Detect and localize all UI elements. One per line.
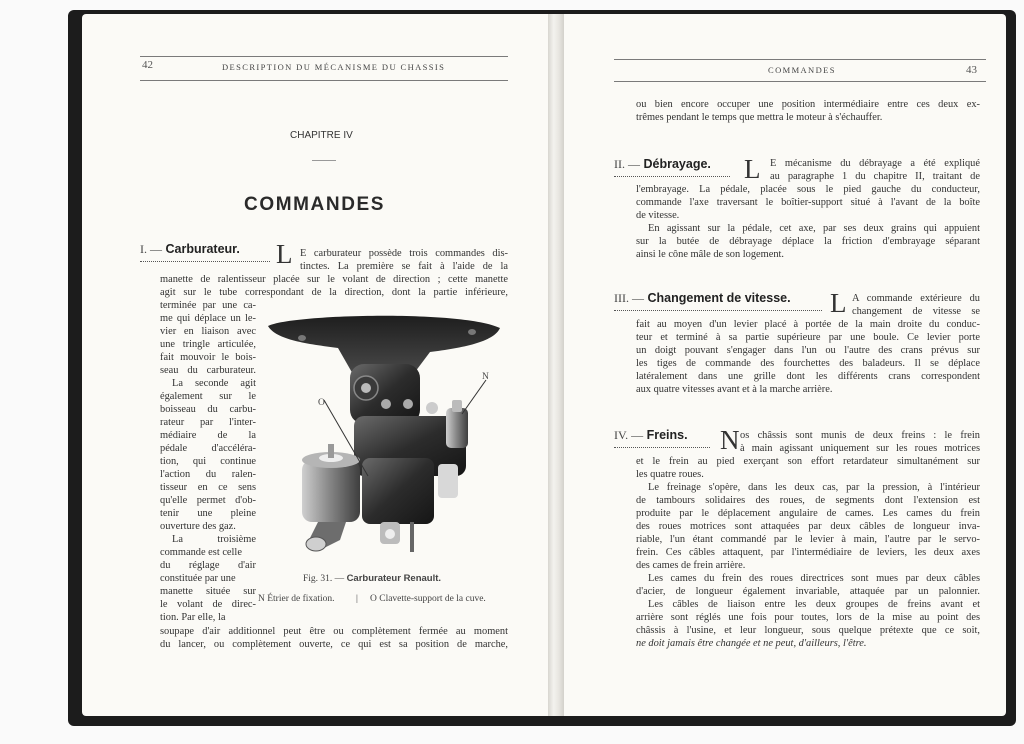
figure-caption-title: Carburateur Renault. [346, 573, 442, 584]
section-dotted-rule [614, 176, 730, 177]
text-line: riable, l'un étant commandé par le levier à main, l'autre par le servo- [636, 534, 980, 545]
text-line: E mécanisme du débrayage a été expliqué [770, 158, 980, 169]
page-number-right: 43 [966, 64, 977, 76]
text-line: me qui déplace un le- [160, 313, 256, 324]
figure-legend-o: O Clavette-support de la cuve. [370, 594, 486, 604]
text-line: En agissant sur la pédale, cet axe, par ses deux grains qui appuient [648, 223, 980, 234]
section-title: Débrayage. [643, 157, 711, 171]
text-line: terminée par une ca- [160, 300, 256, 311]
text-line: teur et terminé à sa partie supérieure par une boule. Ce levier porte [636, 332, 980, 343]
figure-carburateur-renault [262, 308, 510, 566]
text-line: de vitesse. [636, 210, 680, 221]
text-line: constituée par une [160, 573, 236, 584]
text-line: trêmes pendant le temps que mettra le moteur à s'échauffer. [636, 112, 883, 123]
text-line: l'embrayage. La pédale, placée sous le pied gauche du conducteur, [636, 184, 980, 195]
text-line: seau du carburateur. [160, 365, 256, 376]
text-line: frein. Ces câbles attaquent, par l'intermédiaire de leviers, les deux axes [636, 547, 980, 558]
section-dotted-rule [614, 447, 710, 448]
text-line: médiaire de la [160, 430, 256, 441]
figure-caption [303, 573, 441, 584]
book-gutter [548, 14, 564, 716]
text-line: commande est celle [160, 547, 242, 558]
text-line: changement de vitesse se [852, 306, 980, 317]
section-title: Changement de vitesse. [647, 291, 791, 305]
text-line: de tambours solidaires des roues, de segments dont l'extension est [636, 495, 980, 506]
running-head-left: DESCRIPTION DU MÉCANISME DU CHASSIS [222, 62, 446, 72]
chapter-title: COMMANDES [244, 194, 386, 215]
text-line: produite par le déplacement angulaire de cames. Les cames du frein [636, 508, 980, 519]
section-heading-carburateur [140, 242, 240, 257]
header-rule-bottom-left [140, 80, 508, 81]
figure-legend-n: N Étrier de fixation. [258, 594, 335, 604]
text-line: E carburateur possède trois commandes dis- [300, 248, 508, 259]
text-line: agit sur le tube correspondant de la direction, dont la partie inférieure, [160, 287, 508, 298]
text-line: au paragraphe 1 du chapitre II, traitant de [770, 171, 980, 182]
header-rule-top-left [140, 56, 508, 57]
section-heading-freins [614, 428, 688, 443]
section-title: Carburateur. [165, 242, 240, 256]
text-line: La troisième [172, 534, 256, 545]
text-line: vier en liaison avec [160, 326, 256, 337]
section-heading-changement-vitesse [614, 291, 791, 306]
text-line: fait mouvoir le bois- [160, 352, 256, 363]
chapter-divider [312, 160, 336, 161]
text-line: manette située sur [160, 586, 256, 597]
section-number: II. — [614, 157, 640, 171]
text-line: commande l'axe traversant le boîtier-support situé à l'avant de la boîte [636, 197, 980, 208]
text-line: os châssis sont munis de deux freins : le frein [740, 430, 980, 441]
drop-cap: L [830, 288, 847, 318]
text-line: aux quatre vitesses avant et à la marche arrière. [636, 384, 833, 395]
text-line: tion, qui continue [160, 456, 256, 467]
text-line: et le frein au pied exerçant son effort retardateur simultanément sur [636, 456, 980, 467]
drop-cap: L [744, 154, 761, 184]
text-line: tisseur en ce sens [160, 482, 256, 493]
text-line: ou bien encore occuper une position intermédiaire entre ces deux ex- [636, 99, 980, 110]
text-line: Les câbles de liaison entre les deux groupes de freins avant et [648, 599, 980, 610]
text-line: une tringle articulée, [160, 339, 256, 350]
text-line: le volant de direc- [160, 599, 256, 610]
drop-cap: N [720, 425, 740, 455]
text-line: l'action du ralen- [160, 469, 256, 480]
text-line: les tiges de commande des fourchettes des baladeurs. Il se déplace [636, 358, 980, 369]
section-dotted-rule [614, 310, 822, 311]
text-line: ouverture des gaz. [160, 521, 236, 532]
page-number-left: 42 [142, 59, 153, 71]
text-line: A commande extérieure du [852, 293, 980, 304]
chapter-label: CHAPITRE IV [290, 130, 353, 141]
text-line: du réglage d'air [160, 560, 256, 571]
header-rule-top-right [614, 59, 986, 60]
text-line: rateur par l'inter- [160, 417, 256, 428]
section-number: III. — [614, 291, 644, 305]
text-line: du lancer, ou complètement ouverte, ce qui est sa position de marche, [160, 639, 508, 650]
figure-caption-prefix: Fig. 31. — [303, 574, 345, 584]
section-number: IV. — [614, 428, 644, 442]
text-line: tinctes. La première se fait à l'aide de la [300, 261, 508, 272]
text-line: Le freinage s'opère, dans les deux cas, par la pression, à l'intérieur [648, 482, 980, 493]
text-line: soupape d'air additionnel peut être ou complètement fermée au moment [160, 626, 508, 637]
text-line: Les cames du frein des roues directrices sont mues par deux câbles [648, 573, 980, 584]
text-line: les quatre roues. [636, 469, 704, 480]
text-line: sur la butée de débrayage déplace la friction d'embrayage séparant [636, 236, 980, 247]
drop-cap: L [276, 239, 293, 269]
section-heading-debrayage [614, 157, 711, 172]
figure-legend-separator: | [356, 594, 358, 604]
section-title: Freins. [646, 428, 688, 442]
text-line: boisseau du carbu- [160, 404, 256, 415]
text-line: La seconde agit [172, 378, 256, 389]
text-line: manette de ralentisseur placée sur le volant de direction ; cette manette [160, 274, 508, 285]
running-head-right: COMMANDES [768, 65, 836, 75]
text-line: pédale d'accéléra- [160, 443, 256, 454]
text-line: à main agissant uniquement sur les roues motrices [740, 443, 980, 454]
text-line: tion. Par elle, la [160, 612, 226, 623]
figure-label-n: N [482, 372, 489, 382]
text-line: des cames de frein arrière. [636, 560, 746, 571]
section-dotted-rule [140, 261, 270, 262]
text-line: ainsi le cône mâle de son logement. [636, 249, 785, 260]
text-line: latéralement dans une grille dont les différents crans correspondent [636, 371, 980, 382]
text-line: châssis à l'usine, et leur longueur, sous quelque prétexte que ce soit, [636, 625, 980, 636]
header-rule-bottom-right [614, 81, 986, 82]
text-line: tenir une pleine [160, 508, 256, 519]
text-line: qu'elle permet d'ob- [160, 495, 256, 506]
text-line: d'acier, de longueur également invariable, attaquée par un palonnier. [636, 586, 980, 597]
figure-label-o: O [318, 398, 325, 408]
text-line: un doigt pouvant s'engager dans l'un ou l'autre des crans prévus sur [636, 345, 980, 356]
text-line: fait au moyen d'un levier placé à portée de la main droite du conduc- [636, 319, 980, 330]
text-line: arrière sont réglés une fois pour toutes, lors de la mise au point des [636, 612, 980, 623]
section-number: I. — [140, 242, 162, 256]
text-line: des roues motrices sont attaquées par deux câbles de longueur inva- [636, 521, 980, 532]
text-line: ne doit jamais être changée et ne peut, d'ailleurs, l'être. [636, 638, 867, 649]
text-line: également sur le [160, 391, 256, 402]
